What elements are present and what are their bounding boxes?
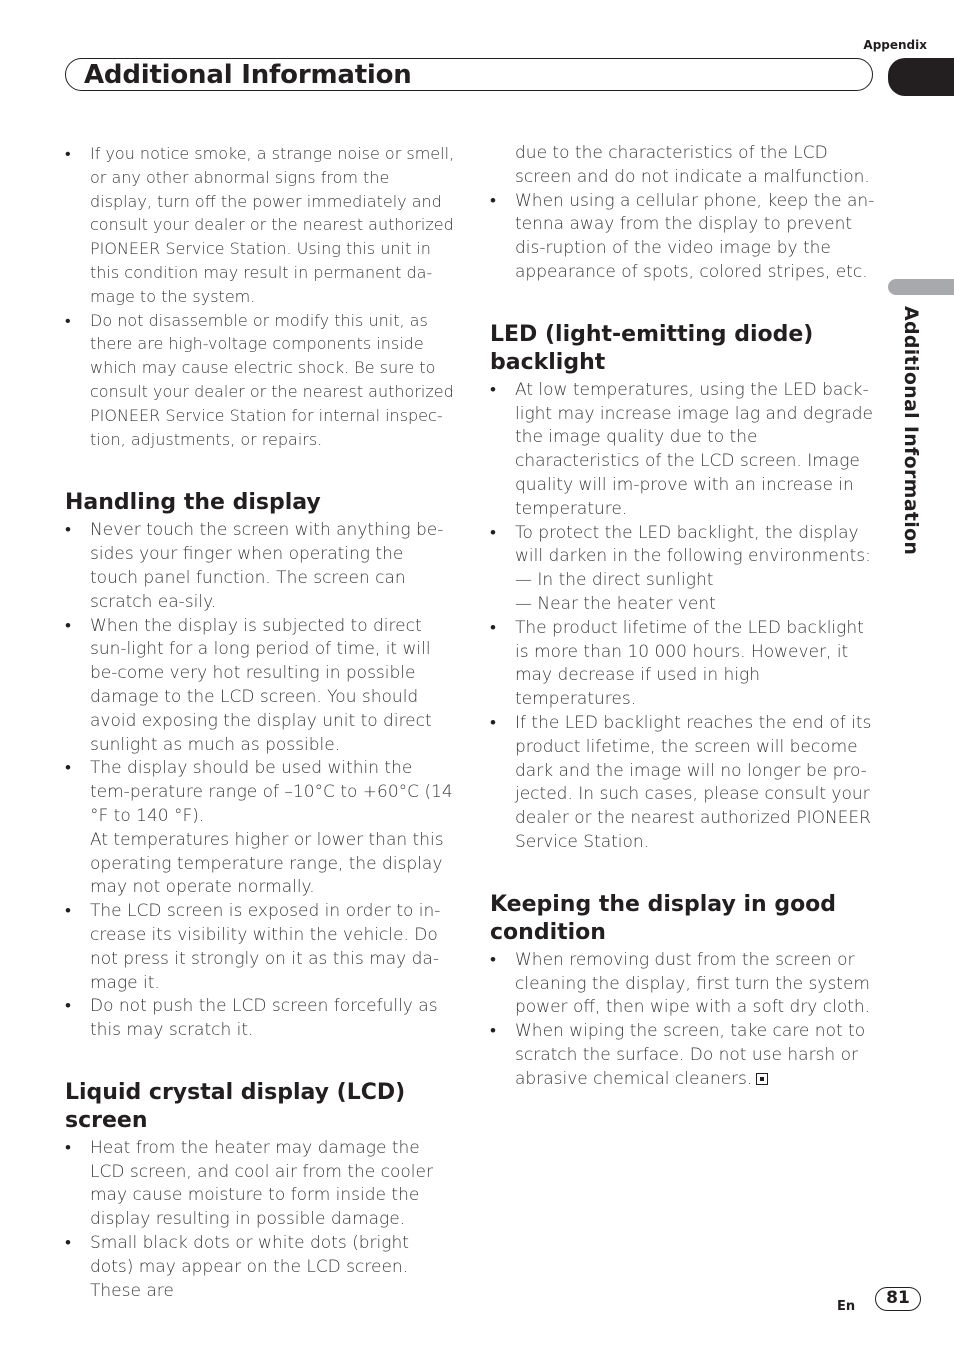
sub-item: — Near the heater vent bbox=[515, 593, 716, 614]
section-heading-led: LED (light-emitting diode) backlight bbox=[490, 321, 814, 375]
list-item bbox=[490, 1020, 878, 1091]
list-item: • At low temperatures, using the LED back-light may increase image lag and degrade the image quality due to the characteristics of the LCD screen. Image quality will im-prove with an increase in temperature. bbox=[490, 379, 878, 522]
keeping-list bbox=[490, 949, 878, 1092]
right-column bbox=[490, 142, 878, 1092]
left-column bbox=[65, 142, 455, 1303]
list-item: • When using a cellular phone, keep the an-tenna away from the display to prevent dis-ruption of the video image by the appearance of spots, colored stripes, etc. bbox=[490, 190, 878, 285]
section-header bbox=[65, 58, 873, 91]
list-item: • When removing dust from the screen or cleaning the display, first turn the system power off, then wipe with a soft dry cloth. bbox=[490, 949, 878, 1020]
language-label: En bbox=[837, 1299, 856, 1314]
section-heading-handling: Handling the display bbox=[65, 490, 321, 516]
section-heading-lcd: Liquid crystal display (LCD) screen bbox=[65, 1079, 406, 1133]
list-item-text: To protect the LED backlight, the display will darken in the following environments: bbox=[515, 522, 871, 567]
side-tab-marker bbox=[888, 279, 954, 295]
side-tab-label: Additional Information bbox=[900, 306, 922, 556]
list-item-text: When wiping the screen, take care not to scratch the surface. Do not use harsh or abrasive chemical cleaners. bbox=[515, 1021, 866, 1089]
list-item: • The product lifetime of the LED backlight is more than 10 000 hours. However, it may decrease if used in high temperatures. bbox=[490, 617, 878, 712]
lcd-list bbox=[65, 1137, 455, 1304]
list-item: • Never touch the screen with anything be-sides your finger when operating the touch panel function. The screen can scratch ea-sily. bbox=[65, 519, 455, 614]
section-heading-keeping: Keeping the display in good condition bbox=[490, 891, 837, 945]
header-tab-marker bbox=[888, 58, 954, 96]
list-item: • If you notice smoke, a strange noise or smell, or any other abnormal signs from the display, turn off the power immediately and consult your dealer or the nearest authorized PIONEER Service Station. Using this unit in this condition may result in permanent da-mage to the system. bbox=[65, 142, 455, 309]
list-item: • Heat from the heater may damage the LCD screen, and cool air from the cooler may cause moisture to form inside the display resulting in possible damage. bbox=[65, 1137, 455, 1232]
page-title: Additional Information bbox=[84, 60, 412, 90]
page-number: 81 bbox=[875, 1287, 921, 1311]
led-list bbox=[490, 379, 878, 855]
list-item: • The LCD screen is exposed in order to in-crease its visibility within the vehicle. Do not press it strongly on it as this may da-mage it. bbox=[65, 900, 455, 995]
end-of-section-icon bbox=[756, 1073, 768, 1085]
sub-item: — In the direct sunlight bbox=[515, 570, 714, 591]
list-item: • Do not push the LCD screen forcefully as this may scratch it. bbox=[65, 995, 455, 1043]
list-item: • If the LED backlight reaches the end of its product lifetime, the screen will become dark and the image will no longer be pro-jected. In such cases, please consult your dealer or the nearest authorized PIONEER Service Station. bbox=[490, 712, 878, 855]
list-item: • The display should be used within the tem-perature range of –10°C to +60°C (14 °F to 140 °F). bbox=[65, 757, 455, 828]
list-item: • Do not disassemble or modify this unit, as there are high-voltage components inside which may cause electric shock. Be sure to consult your dealer or the nearest authorized PIONEER Service Station for internal inspec-tion, adjustments, or repairs. bbox=[65, 309, 455, 452]
handling-list bbox=[65, 519, 455, 1043]
list-item bbox=[490, 522, 878, 617]
list-item: • When the display is subjected to direct sun-light for a long period of time, it will be-come very hot resulting in possible damage to the LCD screen. You should avoid exposing the display unit to direct sunlight as much as possible. bbox=[65, 615, 455, 758]
lcd-list-continued bbox=[490, 142, 878, 285]
intro-list bbox=[65, 142, 455, 451]
list-item: • Small black dots or white dots (bright dots) may appear on the LCD screen. These are bbox=[65, 1232, 455, 1303]
list-item-continuation: due to the characteristics of the LCD screen and do not indicate a malfunction. bbox=[515, 143, 870, 187]
appendix-label: Appendix bbox=[863, 38, 927, 52]
list-item-continuation: At temperatures higher or lower than this operating temperature range, the display may not operate normally. bbox=[90, 829, 444, 898]
